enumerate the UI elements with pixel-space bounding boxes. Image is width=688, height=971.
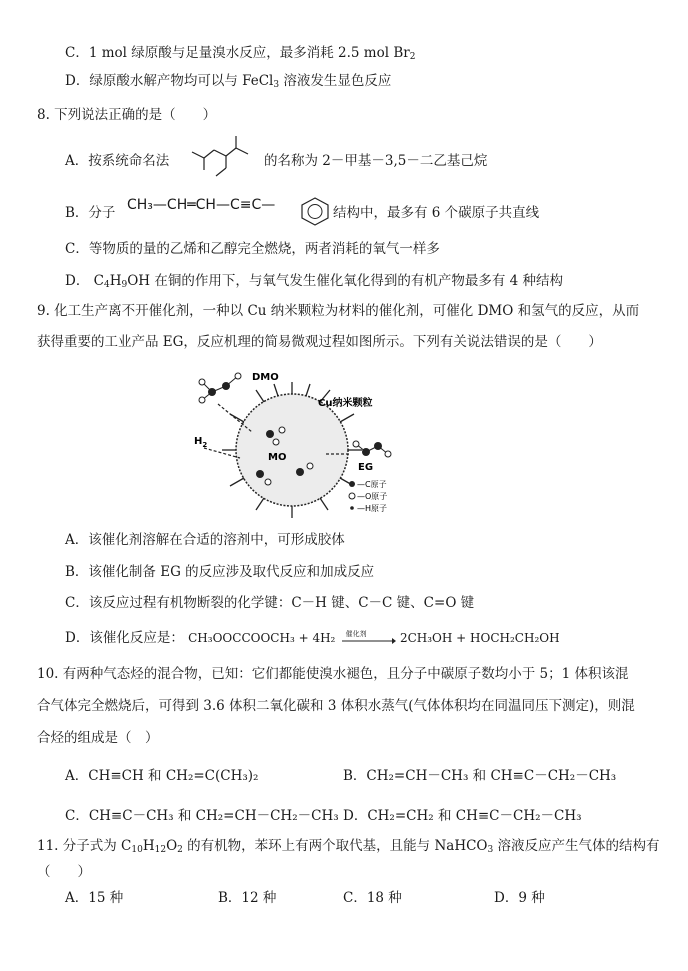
benzene-ring-icon xyxy=(298,196,332,226)
q10-stem-line3: 合烃的组成是（ ） xyxy=(37,730,159,746)
q8-option-a-suffix: 的名称为 2－甲基－3,5－二乙基己烷 xyxy=(264,153,488,169)
q8-option-a: A．按系统命名法 xyxy=(65,153,170,169)
q9-option-a: A．该催化剂溶解在合适的溶剂中，可形成胶体 xyxy=(65,532,345,548)
figure-label-eg: EG xyxy=(358,462,374,473)
q11-option-b: B．12 种 xyxy=(218,890,277,906)
q9-option-b: B．该催化制备 EG 的反应涉及取代反应和加成反应 xyxy=(65,564,375,580)
q9-option-c: C．该反应过程有机物断裂的化学键：C－H 键、C－C 键、C=O 键 xyxy=(65,595,475,611)
reaction-arrow-icon: 催化剂 xyxy=(340,632,396,646)
q10-stem-line2: 合气体完全燃烧后，可得到 3.6 体积二氧化碳和 3 体积水蒸气(气体体积均在同温同压下测定)，则混 xyxy=(37,698,635,714)
q8-option-b: B．分子 xyxy=(65,205,116,221)
q10-stem-line1: 10. 有两种气态烃的混合物，已知：它们都能使溴水褪色，且分子中碳原子数均小于 5；1 体积该混 xyxy=(37,666,629,682)
figure-label-h2: $H_2$ xyxy=(194,436,208,449)
legend-o: —O原子 xyxy=(357,492,388,501)
legend-c: —C原子 xyxy=(357,480,387,489)
q9-stem-line1: 9. 化工生产离不开催化剂，一种以 Cu 纳米颗粒为材料的催化剂，可催化 DMO 和氢气的反应，从而 xyxy=(37,303,640,319)
q11-option-a: A．15 种 xyxy=(65,890,124,906)
skeletal-structure-icon xyxy=(188,134,260,190)
q8-option-d: D． $C_4H_9OH$ 在铜的作用下，与氧气发生催化氧化得到的有机产物最多有 4 种结构 xyxy=(65,273,564,290)
q10-option-b: B．CH₂=CH－CH₃ 和 CH≡C－CH₂－CH₃ xyxy=(343,768,617,784)
catalyst-mechanism-figure xyxy=(180,362,410,520)
q11-stem-line1: 11. 分子式为 $C_{10}H_{12}O_2$ 的有机物，苯环上有两个取代基，且能与 NaHCO$_3$ 溶液反应产生气体的结构有 xyxy=(37,838,660,855)
q10-option-a: A．CH≡CH 和 CH₂=C(CH₃)₂ xyxy=(65,768,259,784)
q11-option-c: C．18 种 xyxy=(343,890,402,906)
q9-option-d: D．该催化反应是： CH₃OOCCOOCH₃ + 4H₂ 催化剂 2CH₃OH + HOCH₂CH₂OH xyxy=(65,629,560,646)
figure-label-mo: MO xyxy=(268,452,287,463)
figure-label-cu: Cu纳米颗粒 xyxy=(318,398,373,409)
q9-stem-line2: 获得重要的工业产品 EG，反应机理的简易微观过程如图所示。下列有关说法错误的是（ ） xyxy=(37,334,602,350)
q7-option-c: C．1 mol 绿原酸与足量溴水反应，最多消耗 2.5 mol $Br_2$ xyxy=(65,45,416,62)
q7-option-d: D．绿原酸水解产物均可以与 FeCl$_3$ 溶液发生显色反应 xyxy=(65,73,392,90)
q8-option-b-formula: CH₃—CH═CH—C≡C— xyxy=(127,197,276,213)
q8-stem: 8. 下列说法正确的是（ ） xyxy=(37,107,217,123)
q11-stem-line2: （ ） xyxy=(37,864,91,880)
q10-option-c: C．CH≡C－CH₃ 和 CH₂=CH－CH₂－CH₃ xyxy=(65,808,339,824)
q8-option-b-suffix: 结构中，最多有 6 个碳原子共直线 xyxy=(333,205,540,221)
legend-h: —H原子 xyxy=(357,504,388,513)
q8-option-c: C．等物质的量的乙烯和乙醇完全燃烧，两者消耗的氧气一样多 xyxy=(65,241,440,257)
figure-label-dmo: DMO xyxy=(252,372,279,383)
q11-option-d: D．9 种 xyxy=(494,890,545,906)
q10-option-d: D．CH₂=CH₂ 和 CH≡C－CH₂－CH₃ xyxy=(343,808,582,824)
